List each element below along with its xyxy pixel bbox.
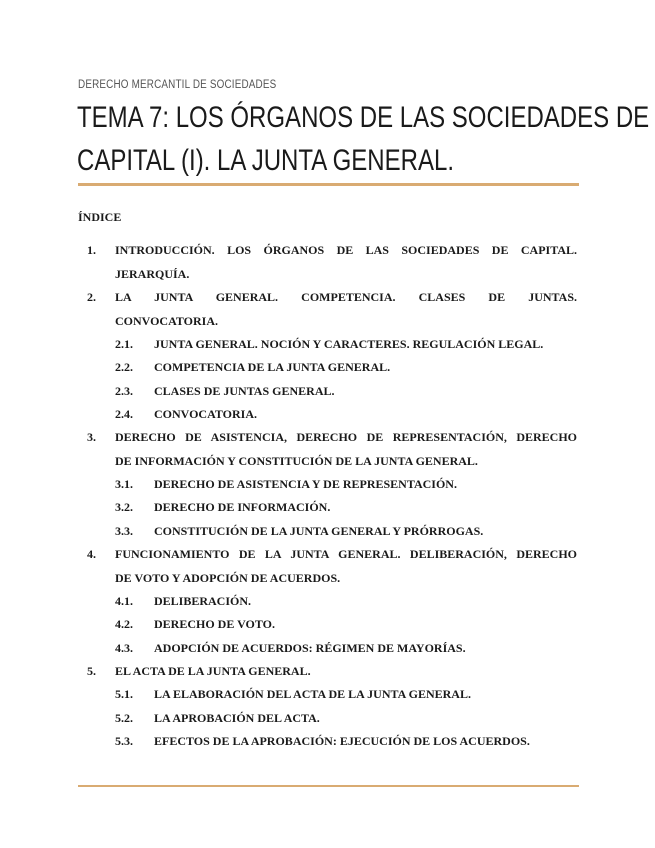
toc-number: 4.2.	[115, 617, 133, 631]
toc-item-4-2[interactable]	[115, 613, 577, 636]
toc-text-line: FUNCIONAMIENTO DE LA JUNTA GENERAL. DELIBERACIÓN, DERECHO	[115, 547, 577, 561]
toc-text: EFECTOS DE LA APROBACIÓN: EJECUCIÓN DE LOS ACUERDOS.	[154, 734, 530, 748]
toc-item-4-1[interactable]	[115, 590, 577, 613]
toc-text: CONSTITUCIÓN DE LA JUNTA GENERAL Y PRÓRROGAS.	[154, 524, 484, 538]
top-divider	[78, 183, 579, 186]
toc-item-5[interactable]	[87, 660, 577, 683]
toc-item-3-1[interactable]	[115, 473, 577, 496]
toc-number: 2.3.	[115, 384, 133, 398]
toc-item-2-1[interactable]	[115, 333, 577, 356]
toc-item-1[interactable]	[87, 239, 577, 286]
toc-item-2-4[interactable]	[115, 403, 577, 426]
toc-item-5-1[interactable]	[115, 683, 577, 706]
subject-label: DERECHO MERCANTIL DE SOCIEDADES	[78, 79, 277, 91]
toc-text-line: DERECHO DE ASISTENCIA, DERECHO DE REPRESENTACIÓN, DERECHO	[115, 430, 577, 444]
toc-number: 2.1.	[115, 337, 133, 351]
toc-item-4-3[interactable]	[115, 637, 577, 660]
toc-text-line: DE INFORMACIÓN Y CONSTITUCIÓN DE LA JUNTA GENERAL.	[115, 453, 478, 468]
toc-text: ADOPCIÓN DE ACUERDOS: RÉGIMEN DE MAYORÍAS.	[154, 641, 466, 655]
toc-number: 1.	[87, 243, 96, 257]
toc-text-line: CONVOCATORIA.	[115, 313, 218, 328]
toc-text-line: LA JUNTA GENERAL. COMPETENCIA. CLASES DE JUNTAS.	[115, 290, 577, 304]
toc-text-line: JERARQUÍA.	[115, 266, 190, 281]
toc-text: JUNTA GENERAL. NOCIÓN Y CARACTERES. REGULACIÓN LEGAL.	[154, 337, 544, 351]
toc-text: LA ELABORACIÓN DEL ACTA DE LA JUNTA GENERAL.	[154, 687, 471, 701]
toc-number: 3.3.	[115, 524, 133, 538]
toc-item-3[interactable]	[87, 426, 577, 473]
toc-text: CONVOCATORIA.	[154, 407, 257, 421]
toc-item-2[interactable]	[87, 286, 577, 333]
index-heading: ÍNDICE	[78, 210, 122, 224]
toc-text: DERECHO DE VOTO.	[154, 617, 276, 631]
title-line-2: CAPITAL (I). LA JUNTA GENERAL.	[77, 144, 454, 177]
toc-number: 5.3.	[115, 734, 133, 748]
toc-number: 4.3.	[115, 641, 133, 655]
page-title	[77, 96, 650, 182]
toc-number: 4.	[87, 547, 96, 561]
toc-item-4[interactable]	[87, 543, 577, 590]
toc-text: DERECHO DE ASISTENCIA Y DE REPRESENTACIÓN.	[154, 477, 457, 491]
toc-number: 5.2.	[115, 711, 133, 725]
toc-text-line: DE VOTO Y ADOPCIÓN DE ACUERDOS.	[115, 570, 341, 585]
toc-text: CLASES DE JUNTAS GENERAL.	[154, 384, 335, 398]
toc-item-2-2[interactable]	[115, 356, 577, 379]
toc-item-5-3[interactable]	[115, 730, 577, 753]
toc-number: 3.	[87, 430, 96, 444]
toc-number: 2.2.	[115, 360, 133, 374]
toc-text-line: INTRODUCCIÓN. LOS ÓRGANOS DE LAS SOCIEDADES DE CAPITAL.	[115, 243, 577, 257]
toc-number: 4.1.	[115, 594, 133, 608]
toc-text: DERECHO DE INFORMACIÓN.	[154, 500, 331, 514]
toc-number: 5.	[87, 664, 96, 678]
toc-item-5-2[interactable]	[115, 707, 577, 730]
toc-text: EL ACTA DE LA JUNTA GENERAL.	[115, 664, 311, 678]
bottom-divider	[78, 785, 579, 787]
toc-item-3-2[interactable]	[115, 496, 577, 519]
toc-number: 2.	[87, 290, 96, 304]
title-line-1: TEMA 7: LOS ÓRGANOS DE LAS SOCIEDADES DE	[77, 101, 650, 134]
toc-number: 2.4.	[115, 407, 133, 421]
toc-text: LA APROBACIÓN DEL ACTA.	[154, 711, 320, 725]
toc-text: DELIBERACIÓN.	[154, 594, 252, 608]
toc-number: 3.2.	[115, 500, 133, 514]
toc-number: 5.1.	[115, 687, 133, 701]
toc-item-2-3[interactable]	[115, 380, 577, 403]
toc-text: COMPETENCIA DE LA JUNTA GENERAL.	[154, 360, 391, 374]
toc-number: 3.1.	[115, 477, 133, 491]
toc-item-3-3[interactable]	[115, 520, 577, 543]
